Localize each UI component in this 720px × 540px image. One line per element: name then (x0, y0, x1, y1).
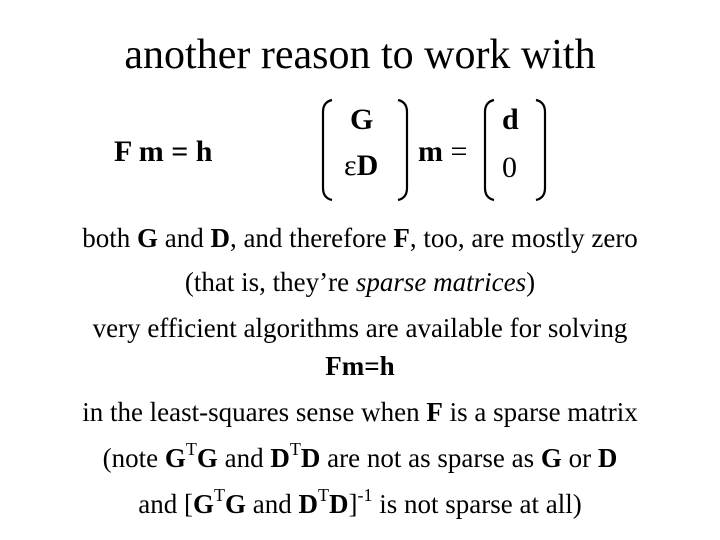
text-line-6 (0, 439, 720, 474)
bold-G: G (196, 443, 218, 473)
vector-cell-zero: 0 (502, 151, 517, 184)
text: very efficient algorithms are available for solving (92, 313, 628, 343)
bold-G: G (164, 443, 186, 473)
text: and (246, 489, 299, 519)
text: (note (102, 443, 165, 473)
right-bracket-icon (534, 98, 548, 202)
matrix-F (320, 98, 410, 202)
bold-D: D (300, 443, 321, 473)
equals-sign: = (450, 135, 468, 168)
text: ] (348, 489, 358, 519)
vector-cell-d: d (502, 103, 519, 136)
bold-D: D (210, 223, 230, 253)
equation-fm-h: F m = h (114, 135, 213, 168)
text: ) (526, 267, 536, 297)
equation-fm-h-inline: Fm=h (325, 351, 395, 381)
text: and [ (138, 489, 193, 519)
text: and (217, 443, 271, 473)
right-bracket-icon (396, 98, 410, 202)
superscript-minus-one: -1 (357, 485, 373, 505)
text-line-4 (0, 350, 720, 382)
text-line-3 (0, 312, 720, 344)
text: are not as sparse as (320, 443, 541, 473)
text: both (82, 223, 137, 253)
bold-F: F (393, 223, 410, 253)
bold-G: G (540, 443, 562, 473)
epsilon-symbol: ε (344, 149, 357, 182)
bold-D: D (597, 443, 618, 473)
text-line-7 (0, 485, 720, 520)
bold-D: D (329, 489, 349, 519)
slide-title: another reason to work with (124, 32, 596, 78)
text: , too, are mostly zero (409, 223, 638, 253)
text: in the least-squares sense when (82, 397, 427, 427)
text: (that is, they’re (184, 267, 356, 297)
m-equals (418, 134, 467, 170)
vector-h (482, 98, 548, 202)
m-symbol: m (418, 135, 443, 168)
bold-F: F (426, 397, 443, 427)
left-bracket-icon (320, 98, 334, 202)
text: is a sparse matrix (442, 397, 638, 427)
superscript-T: T (289, 439, 301, 459)
italic-sparse-matrices: sparse matrices (355, 267, 527, 297)
matrix-cell-G: G (350, 103, 374, 136)
matrix-cell-epsD (344, 148, 378, 184)
matrix-D: D (356, 149, 379, 182)
text-line-5 (0, 396, 720, 428)
text-line-2 (0, 266, 720, 298)
superscript-T: T (318, 485, 330, 505)
bold-D: D (298, 489, 319, 519)
text: and (157, 223, 211, 253)
left-bracket-icon (482, 98, 496, 202)
text: is not sparse at all) (372, 489, 582, 519)
text: or (561, 443, 598, 473)
text-line-1 (0, 222, 720, 254)
bold-G: G (136, 223, 158, 253)
bold-G: G (225, 489, 247, 519)
text: , and therefore (229, 223, 394, 253)
superscript-T: T (214, 485, 226, 505)
superscript-T: T (185, 439, 197, 459)
bold-G: G (193, 489, 215, 519)
bold-D: D (270, 443, 290, 473)
